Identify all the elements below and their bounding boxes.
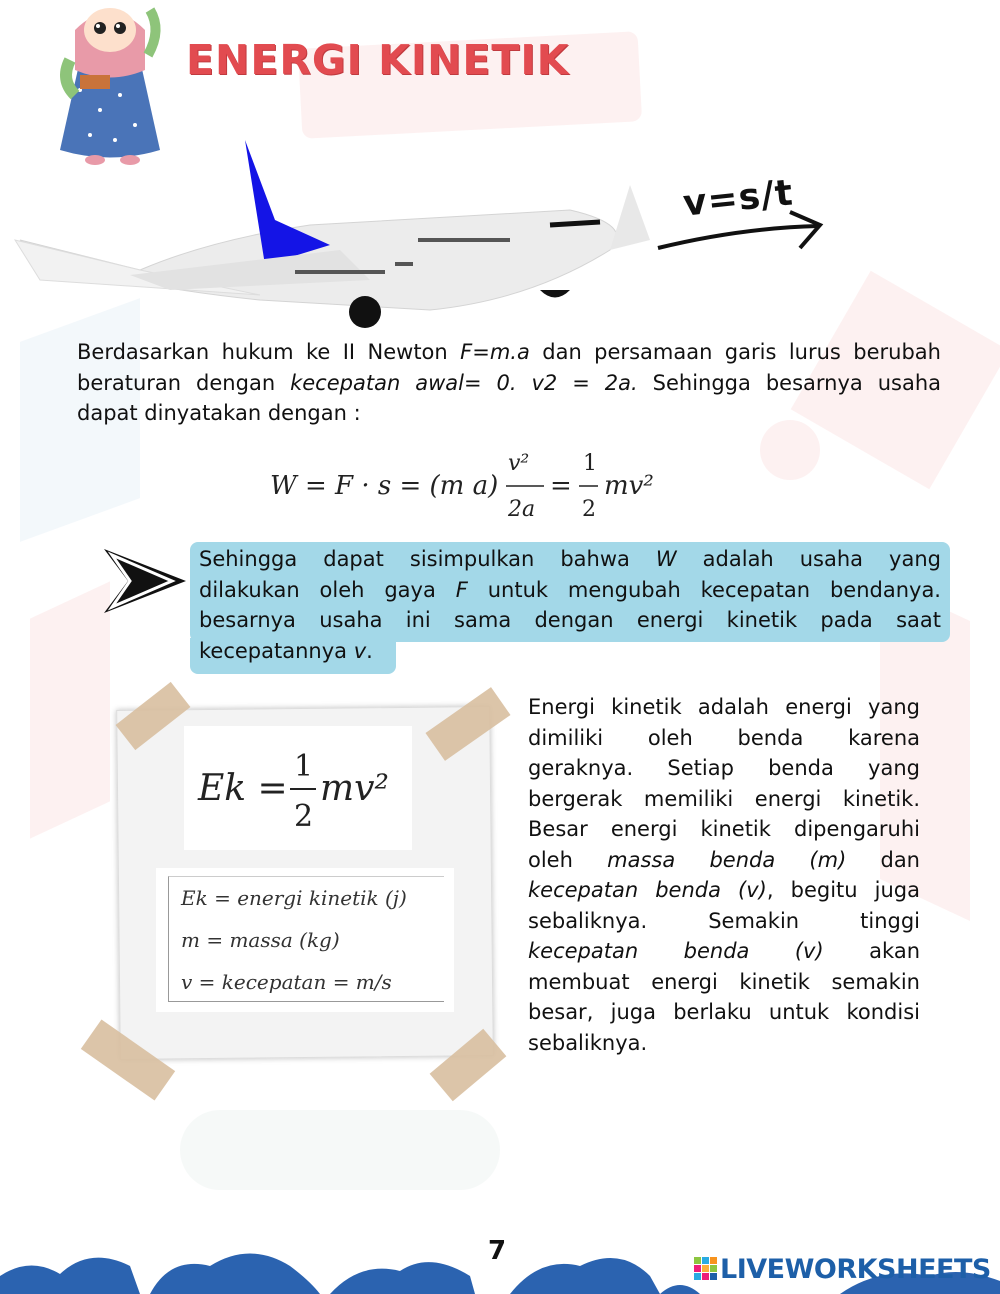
conclusion-highlight: [190, 542, 950, 672]
svg-text:1: 1: [583, 451, 597, 476]
work-energy-formula: [270, 444, 670, 524]
liveworksheets-logo: [694, 1252, 991, 1286]
legend-row: Ek = energi kinetik (j): [181, 886, 407, 910]
brand-name: LIVEWORKSHEETS: [720, 1253, 991, 1285]
legend-row: v = kecepatan = m/s: [181, 970, 392, 994]
formula-note-card: [78, 682, 518, 1112]
intro-paragraph: Berdasarkan hukum ke II Newton F=m.a dan persamaan garis lurus berubah beraturan dengan kecepatan awal= 0. v2 = 2a. Sehingga besarnya usaha dapat dinyatakan dengan :: [77, 340, 942, 425]
svg-text:2: 2: [294, 799, 314, 834]
svg-text:2: 2: [582, 497, 596, 522]
conclusion-text: Sehingga dapat sisimpulkan bahwa W adalah usaha yang dilakukan oleh gaya F untuk mengubah kecepatan bendanya. besarnya usaha ini sama dengan energi kinetik pada saat kecepatannya v.: [199, 547, 941, 663]
legend-row: m = massa (kg): [181, 928, 340, 952]
svg-text:Ek =: Ek =: [198, 768, 288, 809]
airplane-illustration: [10, 130, 670, 340]
svg-text:2a: 2a: [508, 497, 536, 522]
svg-text:1: 1: [294, 749, 314, 784]
svg-text:mv²: mv²: [604, 471, 654, 501]
svg-text:W = F · s = (m a): W = F · s = (m a): [270, 471, 499, 501]
background-decor: [180, 1110, 500, 1190]
svg-text:v²: v²: [508, 451, 530, 476]
page-title: ENERGI KINETIK: [186, 36, 570, 84]
velocity-formula-label: v=s/t: [681, 172, 796, 225]
explanation-paragraph: Energi kinetik adalah energi yang dimiliki oleh benda karena geraknya. Setiap benda yang bergerak memiliki energi kinetik. Besar energi kinetik dipengaruhi oleh massa benda (m) dan kecepatan benda (v), begitu juga sebaliknya. Semakin tinggi kecepatan benda (v) akan membuat energi kinetik semakin besar, juga berlaku untuk kondisi sebaliknya.: [528, 695, 920, 1055]
svg-text:mv²: mv²: [320, 768, 389, 809]
arrow-pointer-icon: [100, 545, 190, 617]
background-decor: [760, 420, 820, 480]
liveworksheets-logo-icon: [694, 1257, 718, 1281]
variable-legend: [156, 868, 454, 1012]
kinetic-energy-formula: [184, 726, 412, 850]
page-number: 7: [488, 1236, 507, 1266]
svg-text:=: =: [550, 471, 572, 501]
